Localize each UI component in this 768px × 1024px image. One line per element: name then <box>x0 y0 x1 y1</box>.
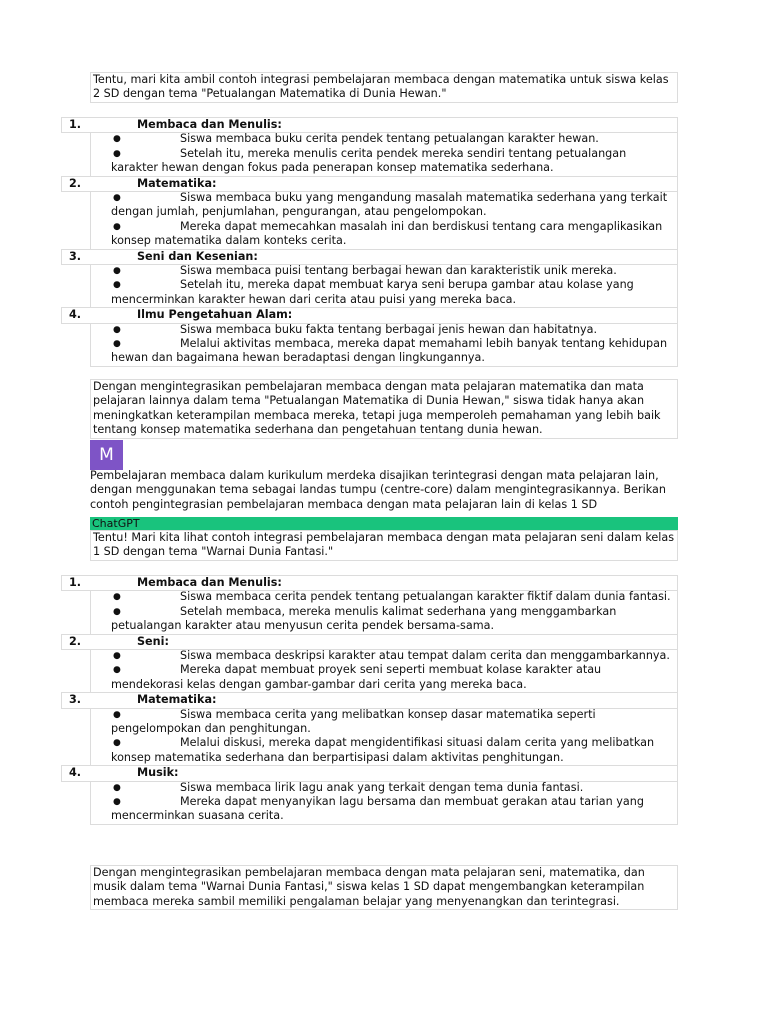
chatgpt-label-bar: ChatGPT <box>90 517 678 530</box>
bullet-icon: ● <box>113 280 121 291</box>
section-number: 2. <box>69 176 82 190</box>
list-item: ● Mereka dapat memecahkan masalah ini dan berdiskusi tentang cara mengaplikasikan konsep matematika dalam konteks cerita. <box>111 219 663 248</box>
outline-list-2 <box>61 575 678 824</box>
bullet-icon: ● <box>113 266 121 277</box>
list-item: ● Siswa membaca cerita yang melibatkan konsep dasar matematika seperti pengelompokan dan penghitungan. <box>111 707 596 736</box>
outline-section <box>61 634 678 694</box>
section-header <box>61 117 678 133</box>
bullet-icon: ● <box>113 193 121 203</box>
list-item: ● Mereka dapat membuat proyek seni seperti membuat kolase karakter atau mendekorasi kelas dengan gambar-gambar dari cerita yang mereka baca. <box>111 663 602 691</box>
conclusion-paragraph-2 <box>90 865 678 910</box>
section-number: 1. <box>69 118 82 131</box>
section-number: 2. <box>69 634 82 648</box>
user-avatar: M <box>90 440 123 470</box>
user-prompt: Pembelajaran membaca dalam kurikulum merdeka disajikan terintegrasi dengan mata pelajaran lain, dengan menggunakan tema sebagai landas tumpu (centre-core) dalam mengintegrasikannya. Berikan contoh pengintegrasian pembelajaran membaca dengan mata pelajaran lain di kelas 1 SD <box>90 469 666 511</box>
list-item: ● Siswa membaca puisi tentang berbagai hewan dan karakteristik unik mereka. <box>113 264 617 278</box>
list-item: ● Setelah itu, mereka menulis cerita pendek mereka sendiri tentang petualangan karakter hewan dengan fokus pada penerapan konsep matematika sederhana. <box>111 146 627 175</box>
section-header <box>61 692 678 708</box>
bullet-icon: ● <box>113 782 121 793</box>
section-body <box>90 264 678 308</box>
section-body <box>90 781 678 825</box>
section-body <box>90 708 678 767</box>
bullet-icon: ● <box>113 324 121 335</box>
outline-section <box>61 575 678 635</box>
list-item: ● Setelah membaca, mereka menulis kalimat sederhana yang menggambarkan petualangan karakter atau menyusun cerita pendek bersama-sama. <box>111 604 617 633</box>
section-body <box>90 191 678 250</box>
outline-section <box>61 117 678 177</box>
bullet-icon: ● <box>113 651 121 661</box>
section-header <box>61 307 678 323</box>
conclusion-text-2: Dengan mengintegrasikan pembelajaran membaca dengan mata pelajaran seni, matematika, dan musik dalam tema "Warnai Dunia Fantasi," siswa kelas 1 SD dapat mengembangkan keterampilan membaca mereka sambil memiliki pengalaman belajar yang menyenangkan dan terintegrasi. <box>93 866 645 908</box>
section-body <box>90 323 678 367</box>
section-number: 3. <box>69 249 82 263</box>
list-item: ● Siswa membaca deskripsi karakter atau tempat dalam cerita dan menggambarkannya. <box>113 649 670 662</box>
outline-section <box>61 176 678 250</box>
bullet-icon: ● <box>113 738 121 749</box>
list-item: ● Siswa membaca lirik lagu anak yang terkait dengan tema dunia fantasi. <box>113 780 584 794</box>
section-title: Ilmu Pengetahuan Alam: <box>137 308 293 322</box>
section-number: 1. <box>69 576 82 589</box>
outline-list-1 <box>61 117 678 366</box>
bullet-icon: ● <box>113 134 121 145</box>
section-title: Membaca dan Menulis: <box>137 576 282 589</box>
intro-text-2: Tentu! Mari kita lihat contoh integrasi pembelajaran membaca dengan mata pelajaran seni dalam kelas 1 SD dengan tema "Warnai Dunia Fantasi." <box>93 531 675 559</box>
section-title: Seni dan Kesenian: <box>137 249 258 263</box>
section-title: Matematika: <box>137 176 217 190</box>
conclusion-paragraph-1 <box>90 379 678 439</box>
section-header <box>61 575 678 591</box>
section-number: 4. <box>69 766 82 780</box>
list-item: ● Melalui diskusi, mereka dapat mengidentifikasi situasi dalam cerita yang melibatkan konsep matematika sederhana dan berpartisipasi dalam aktivitas penghitungan. <box>111 736 655 764</box>
list-item: ● Siswa membaca buku cerita pendek tentang petualangan karakter hewan. <box>113 132 599 146</box>
section-title: Musik: <box>137 766 179 780</box>
intro-paragraph-2 <box>90 530 678 561</box>
list-item: ● Mereka dapat menyanyikan lagu bersama dan membuat gerakan atau tarian yang mencerminkan suasana cerita. <box>111 795 644 823</box>
section-header <box>61 765 678 781</box>
bullet-icon: ● <box>113 709 121 720</box>
list-item: ● Setelah itu, mereka dapat membuat karya seni berupa gambar atau kolase yang mencerminkan karakter hewan dari cerita atau puisi yang mereka baca. <box>111 278 634 306</box>
outline-section <box>61 249 678 309</box>
intro-paragraph-1 <box>90 72 678 103</box>
section-body <box>90 132 678 176</box>
bullet-icon: ● <box>113 339 121 350</box>
bullet-icon: ● <box>113 665 121 676</box>
section-title: Matematika: <box>137 693 217 707</box>
section-body <box>90 590 678 634</box>
section-header <box>61 634 678 650</box>
bullet-icon: ● <box>113 221 121 232</box>
section-number: 4. <box>69 308 82 322</box>
section-header <box>61 249 678 265</box>
outline-section <box>61 765 678 825</box>
bullet-icon: ● <box>113 606 121 617</box>
bullet-icon: ● <box>113 797 121 808</box>
outline-section <box>61 307 678 367</box>
list-item: ● Siswa membaca buku fakta tentang berbagai jenis hewan dan habitatnya. <box>113 322 598 336</box>
section-title: Membaca dan Menulis: <box>137 118 282 131</box>
section-header <box>61 176 678 192</box>
list-item: ● Melalui aktivitas membaca, mereka dapat memahami lebih banyak tentang kehidupan hewan dan bagaimana hewan beradaptasi dengan lingkungannya. <box>111 337 668 365</box>
bullet-icon: ● <box>113 592 121 603</box>
list-item: ● Siswa membaca buku yang mengandung masalah matematika sederhana yang terkait dengan jumlah, penjumlahan, pengurangan, atau pengelompokan. <box>111 191 668 219</box>
section-number: 3. <box>69 693 82 707</box>
intro-text-1: Tentu, mari kita ambil contoh integrasi pembelajaran membaca dengan matematika untuk siswa kelas 2 SD dengan tema "Petualangan Matematika di Dunia Hewan." <box>93 73 669 101</box>
list-item: ● Siswa membaca cerita pendek tentang petualangan karakter fiktif dalam dunia fantasi. <box>113 590 671 604</box>
section-body <box>90 649 678 693</box>
section-title: Seni: <box>137 634 169 648</box>
conclusion-text-1: Dengan mengintegrasikan pembelajaran membaca dengan mata pelajaran matematika dan mata pelajaran lainnya dalam tema "Petualangan Matematika di Dunia Hewan," siswa tidak hanya akan meningkatkan keterampilan membaca mereka, tetapi juga memperoleh pemahaman yang lebih baik tentang konsep matematika sederhana dan pengetahuan tentang dunia hewan. <box>93 380 661 437</box>
bullet-icon: ● <box>113 148 121 159</box>
outline-section <box>61 692 678 766</box>
